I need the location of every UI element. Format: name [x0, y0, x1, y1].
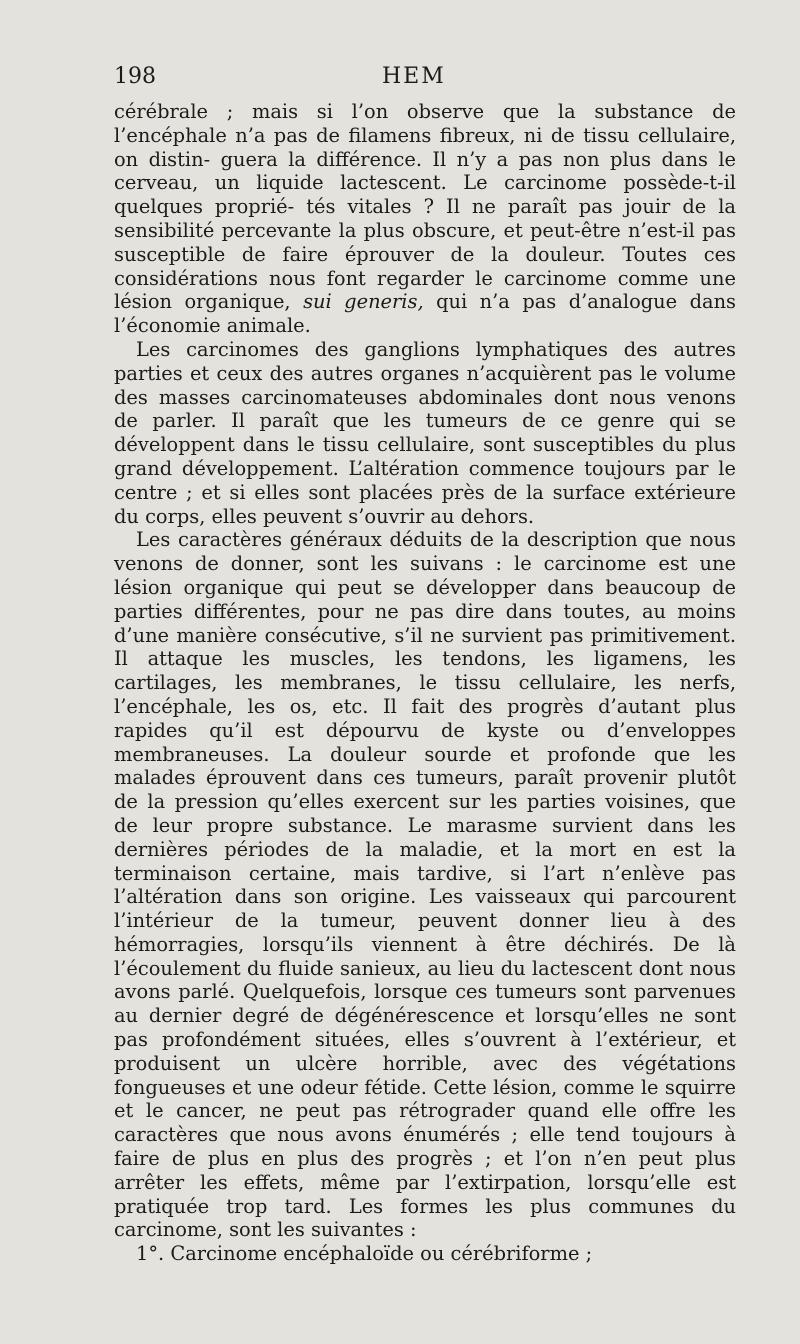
paragraph-1-line-4: liquide lactescent. Le carcinome possède-t-il quelques proprié-	[114, 171, 736, 219]
paragraph-1-line-1: cérébrale ; mais si l’on observe que la substance de l’encéphale	[114, 100, 736, 147]
paragraph-1-line-6: plus obscure, et peut-être n’est-il pas susceptible de faire	[114, 218, 736, 266]
paragraph-1-line-2: n’a pas de filamens fibreux, ni de tissu cellulaire, on distin-	[114, 123, 736, 171]
paragraph-1-line-5: tés vitales ? Il ne paraît pas jouir de la sensibilité percevante la	[114, 195, 736, 242]
paragraph-1-tail: qui n’a pas d’analogue dans l’économie animale.	[114, 290, 737, 338]
paragraph-1	[114, 100, 736, 338]
page-header	[114, 64, 736, 96]
paragraph-2: Les carcinomes des ganglions lymphatiques des autres parties et ceux des autres organes n’acquièrent pas le volume des masses carcinomateuses abdominales dont nous venons de parler. Il paraît que les tumeurs de ce genre qui se développent dans le tissu cellulaire, sont susceptibles du plus grand développement. L’altération commence toujours par le centre ; et si elles sont placées près de la surface extérieure du corps, elles peuvent s’ouvrir au dehors.	[114, 337, 736, 528]
paragraph-1-line-3: guera la différence. Il n’y a pas non plus dans le cerveau, un	[114, 147, 736, 195]
page-number: 198	[114, 64, 156, 89]
body-text	[114, 100, 736, 1266]
paragraph-3: Les caractères généraux déduits de la description que nous venons de donner, sont les suivans : le carcinome est une lésion organique qui peut se développer dans beaucoup de parties différentes, pour ne pas dire dans toutes, au moins d’une manière consécutive, s’il ne survient pas primitivement. Il attaque les muscles, les tendons, les ligamens, les cartilages, les membranes, le tissu cellulaire, les nerfs, l’encéphale, les os, etc. Il fait des progrès d’autant plus rapides qu’il est dépourvu de kyste ou d’enveloppes membraneuses. La douleur sourde et profonde que les malades éprouvent dans ces tumeurs, paraît provenir plutôt de la pression qu’elles exercent sur les parties voisines, que de leur propre substance. Le marasme survient dans les dernières périodes de la maladie, et la mort en est la terminaison certaine, mais tardive, si l’art n’enlève pas l’altération dans son origine. Les vaisseaux qui parcourent l’intérieur de la tumeur, peuvent donner lieu à des hémorragies, lorsqu’ils viennent à être déchirés. De là l’écoulement du fluide sanieux, au lieu du lactescent dont nous avons parlé. Quelquefois, lorsque ces tumeurs sont parvenues au dernier degré de dégénérescence et lorsqu’elles ne sont pas profondément situées, elles s’ouvrent à l’extérieur, et produisent un ulcère horrible, avec des végétations fongueuses et une odeur fétide. Cette lésion, comme le squirre et le cancer, ne peut pas rétrograder quand elle offre les caractères que nous avons énumérés ; elle tend toujours à faire de plus en plus des progrès ; et l’on n’en peut plus arrêter les effets, même par l’extirpation, lorsqu’elle est pratiquée trop tard. Les formes les plus communes du carcinome, sont les suivantes :	[114, 528, 736, 1242]
paragraph-1-line-8: regarder le carcinome comme une lésion organique,	[114, 266, 736, 314]
paragraph-4-list-item: 1°. Carcinome encéphaloïde ou cérébriforme ;	[136, 1242, 593, 1266]
paragraph-1-italic-term: sui generis,	[303, 290, 424, 314]
paragraph-1-line-7: éprouver de la douleur. Toutes ces considérations nous font	[114, 242, 737, 290]
running-head: HEM	[382, 64, 446, 89]
